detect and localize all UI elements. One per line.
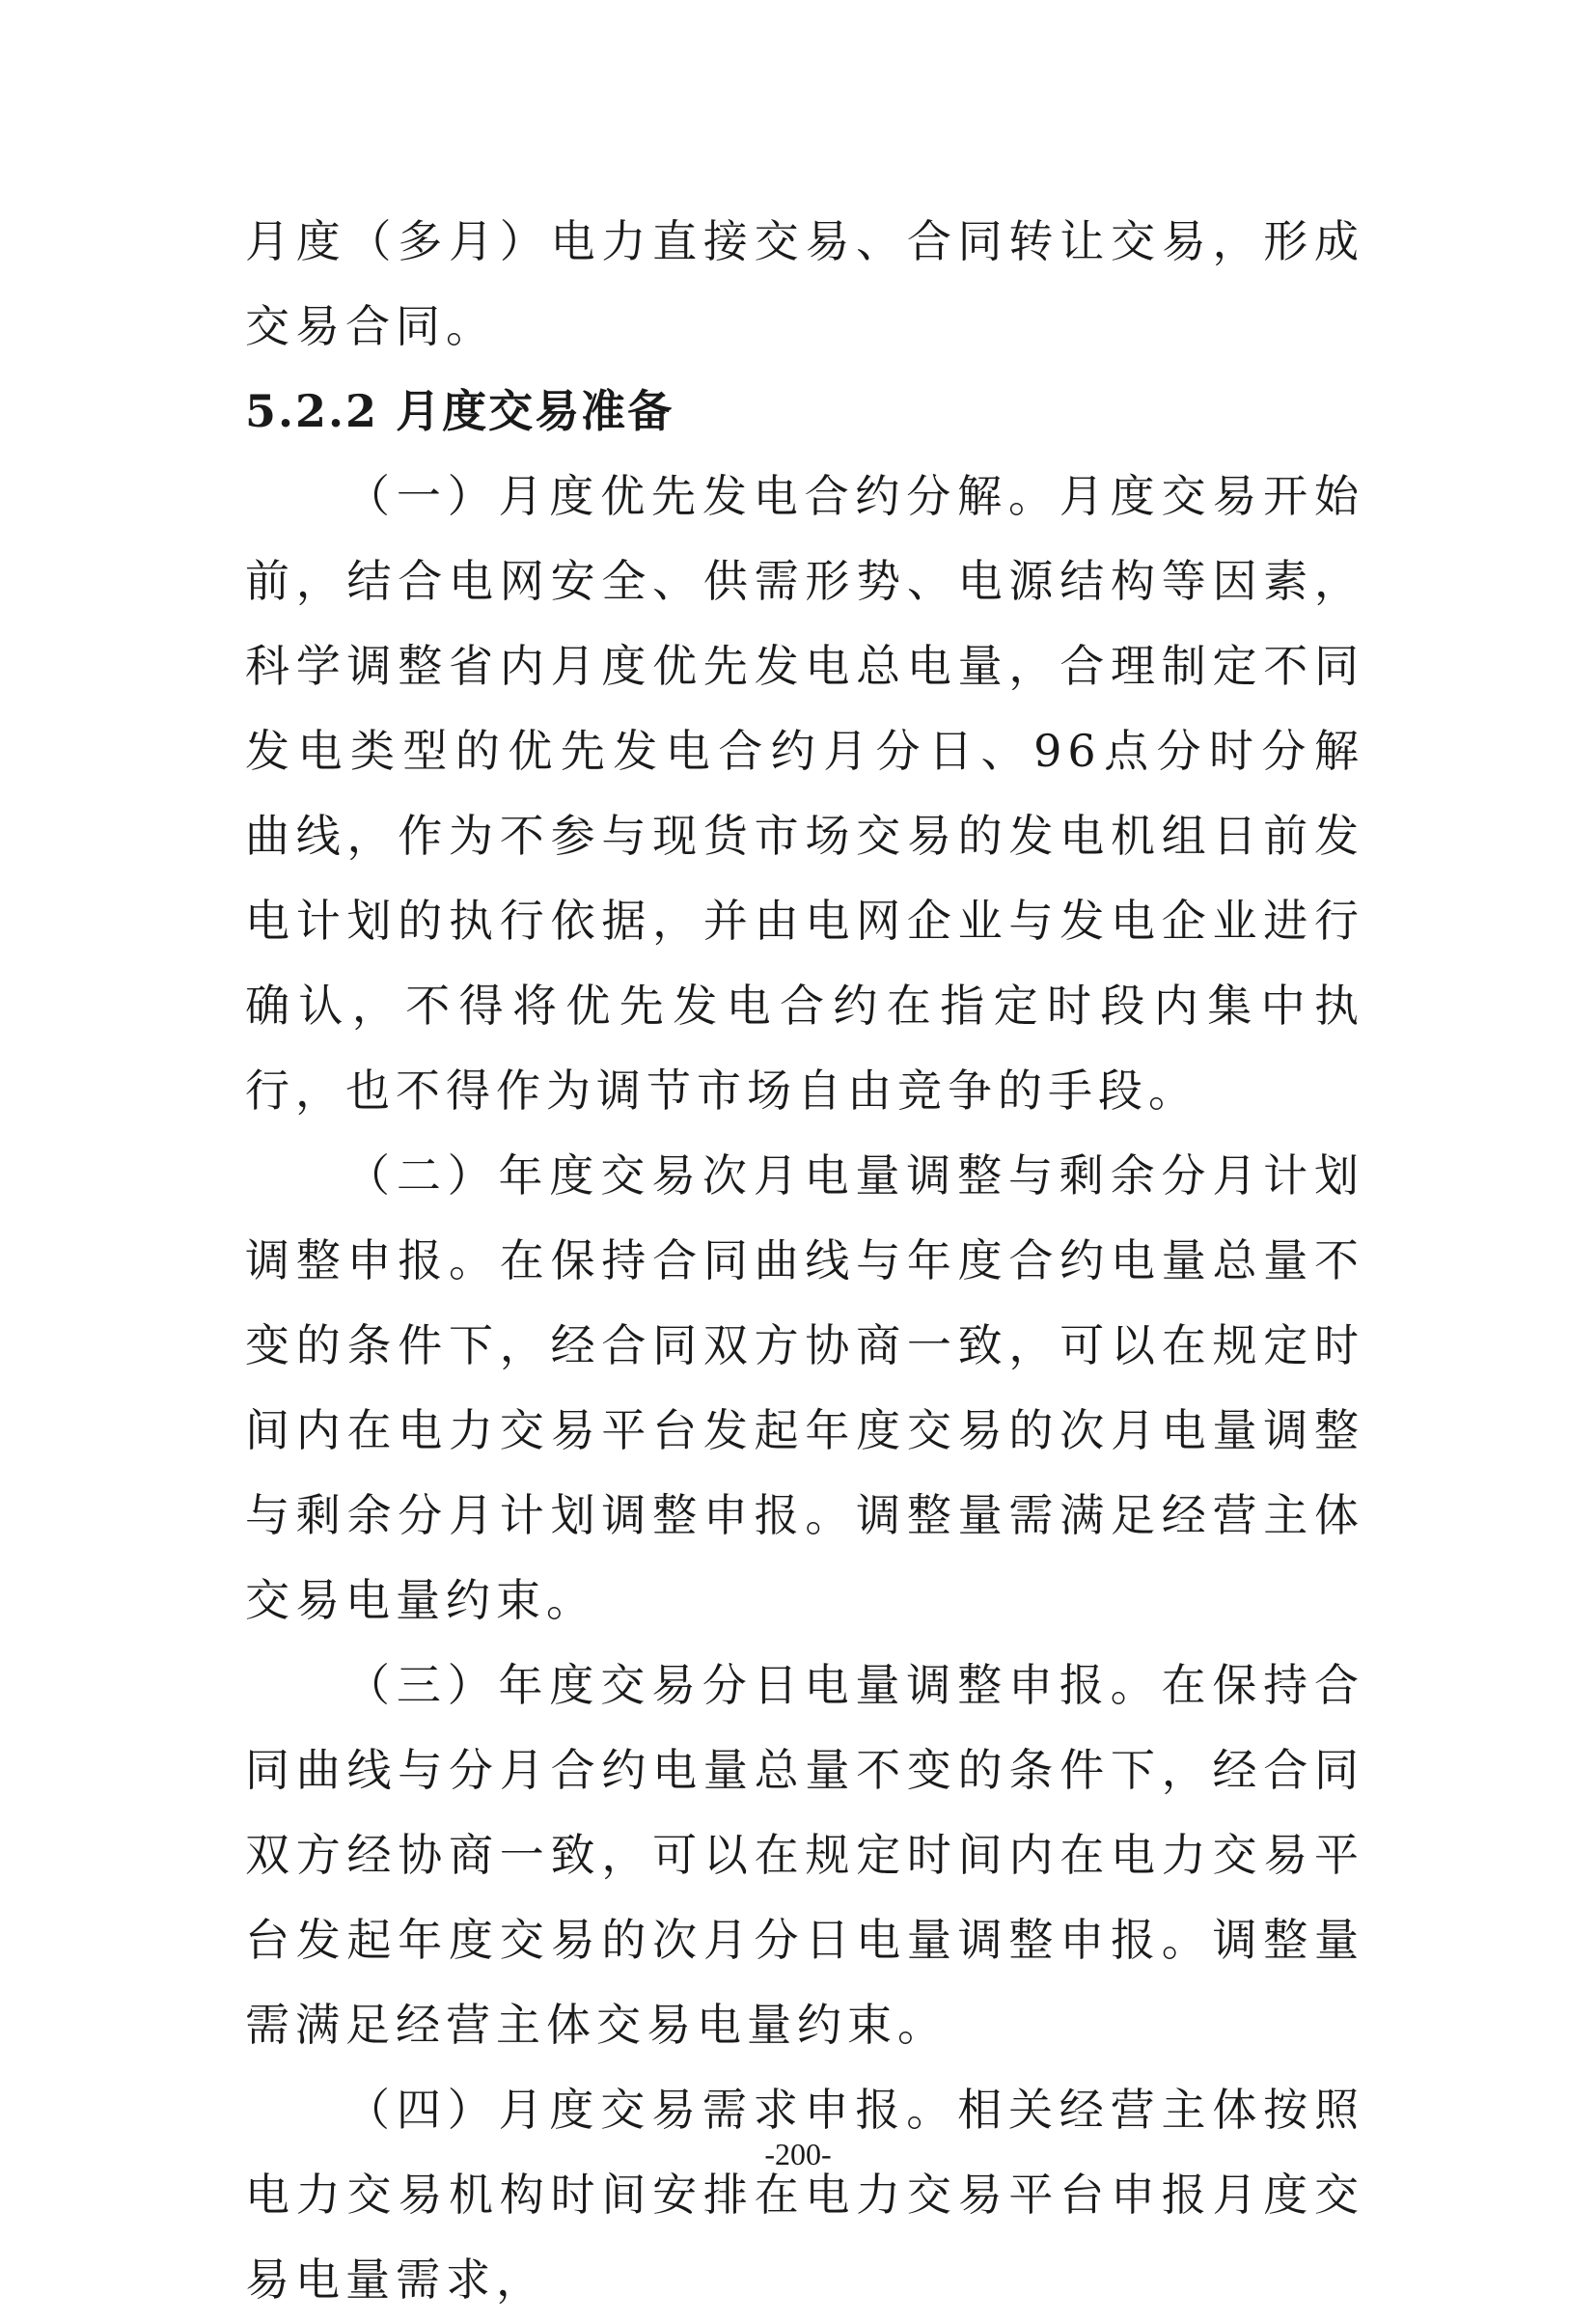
paragraph-item-4: （四）月度交易需求申报。相关经营主体按照电力交易机构时间安排在电力交易平台申报月度交易电量需求， [245,2084,1364,2306]
page-number: -200- [764,2137,832,2171]
paragraph-item-3: （三）年度交易分日电量调整申报。在保持合同曲线与分月合约电量总量不变的条件下，经合同双方经协商一致，可以在规定时间内在电力交易平台发起年度交易的次月分日电量调整申报。调整量需满足经营主体交易电量约束。 [245,1659,1364,2051]
paragraph-item-1: （一）月度优先发电合约分解。月度交易开始前，结合电网安全、供需形势、电源结构等因素，科学调整省内月度优先发电总电量，合理制定不同发电类型的优先发电合约月分日、96点分时分解曲线，作为不参与现货市场交易的发电机组日前发电计划的执行依据，并由电网企业与发电企业进行确认，不得将优先发电合约在指定时段内集中执行，也不得作为调节市场自由竞争的手段。 [245,470,1364,1117]
section-heading: 5.2.2 月度交易准备 [245,385,674,437]
paragraph-item-2: （二）年度交易次月电量调整与剩余分月计划调整申报。在保持合同曲线与年度合约电量总量不变的条件下，经合同双方协商一致，可以在规定时间内在电力交易平台发起年度交易的次月电量调整与剩余分月计划调整申报。调整量需满足经营主体交易电量约束。 [245,1149,1364,1626]
document-body [245,199,1364,2322]
paragraph-continuation: 月度（多月）电力直接交易、合同转让交易，形成交易合同。 [245,215,1364,352]
